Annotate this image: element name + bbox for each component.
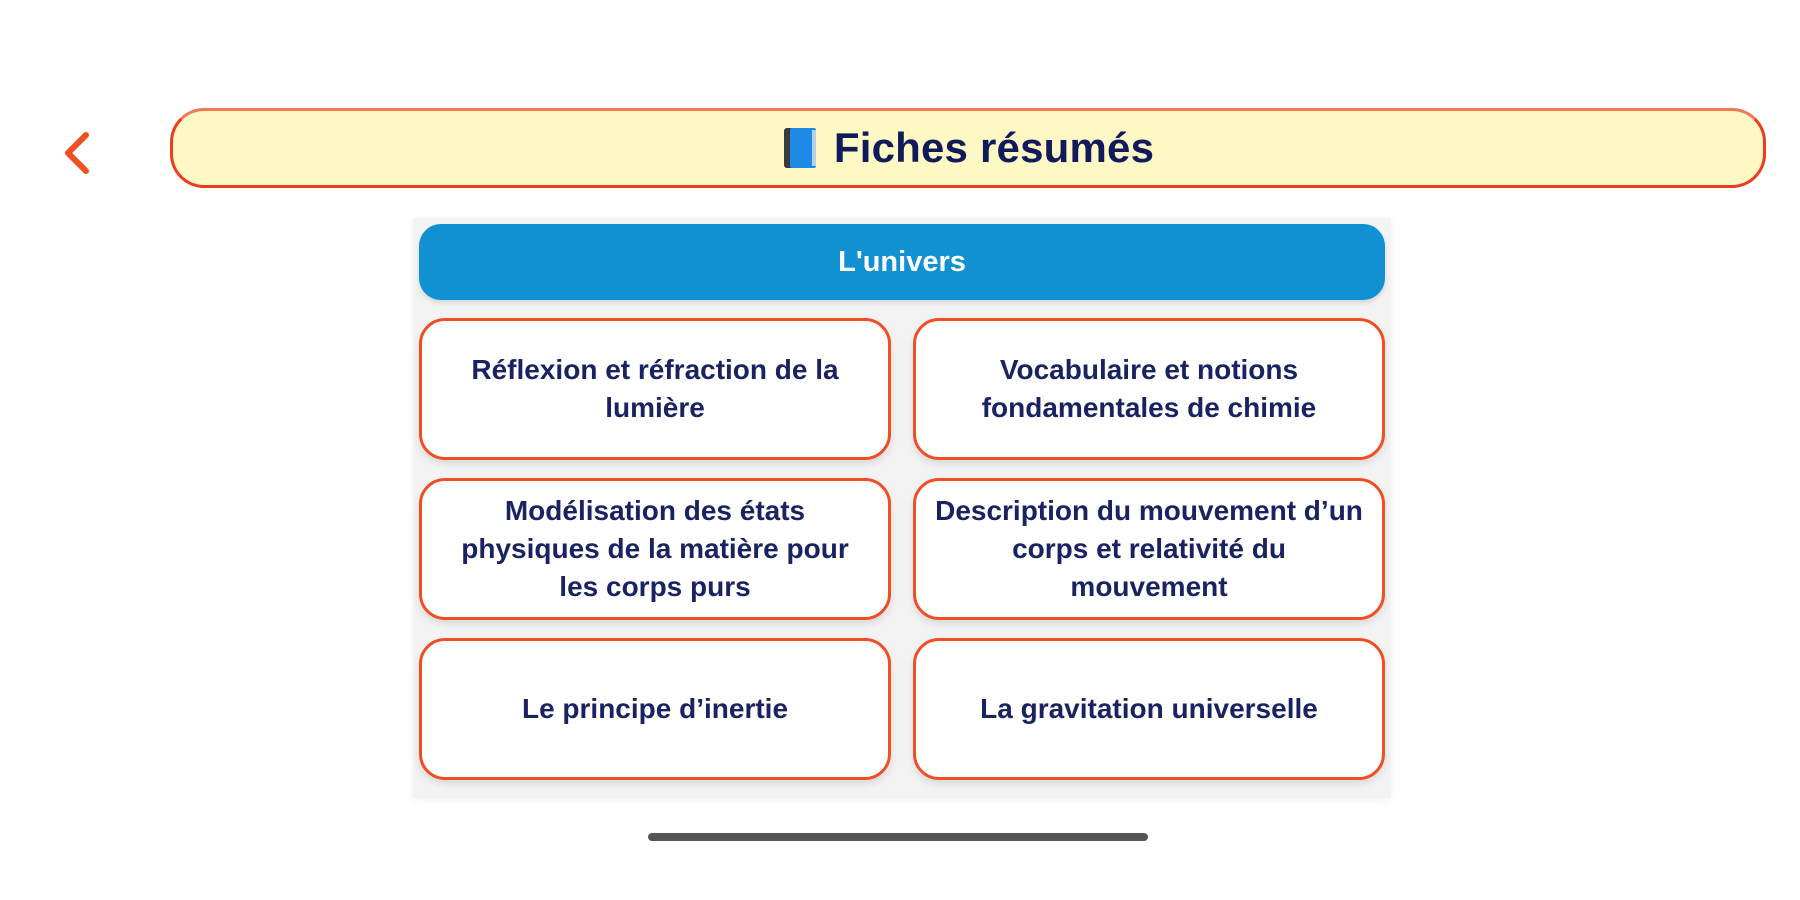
topic-card-vocabulaire-chimie[interactable]: Vocabulaire et notions fondamentales de chimie [913,318,1385,460]
blue-book-icon [782,127,818,169]
topic-card-reflexion-refraction[interactable]: Réflexion et réfraction de la lumière [419,318,891,460]
content-panel [413,218,1391,798]
back-button[interactable] [52,128,102,178]
chevron-left-icon [62,131,92,175]
topic-card-gravitation-universelle[interactable]: La gravitation universelle [913,638,1385,780]
topic-grid [419,318,1385,780]
topic-card-description-mouvement[interactable]: Description du mouvement d’un corps et relativité du mouvement [913,478,1385,620]
section-header: L'univers [419,224,1385,300]
page-title: Fiches résumés [833,124,1155,171]
topic-card-principe-inertie[interactable]: Le principe d’inertie [419,638,891,780]
home-indicator[interactable] [648,833,1148,841]
page-header [170,108,1766,188]
topic-card-etats-matiere[interactable]: Modélisation des états physiques de la matière pour les corps purs [419,478,891,620]
